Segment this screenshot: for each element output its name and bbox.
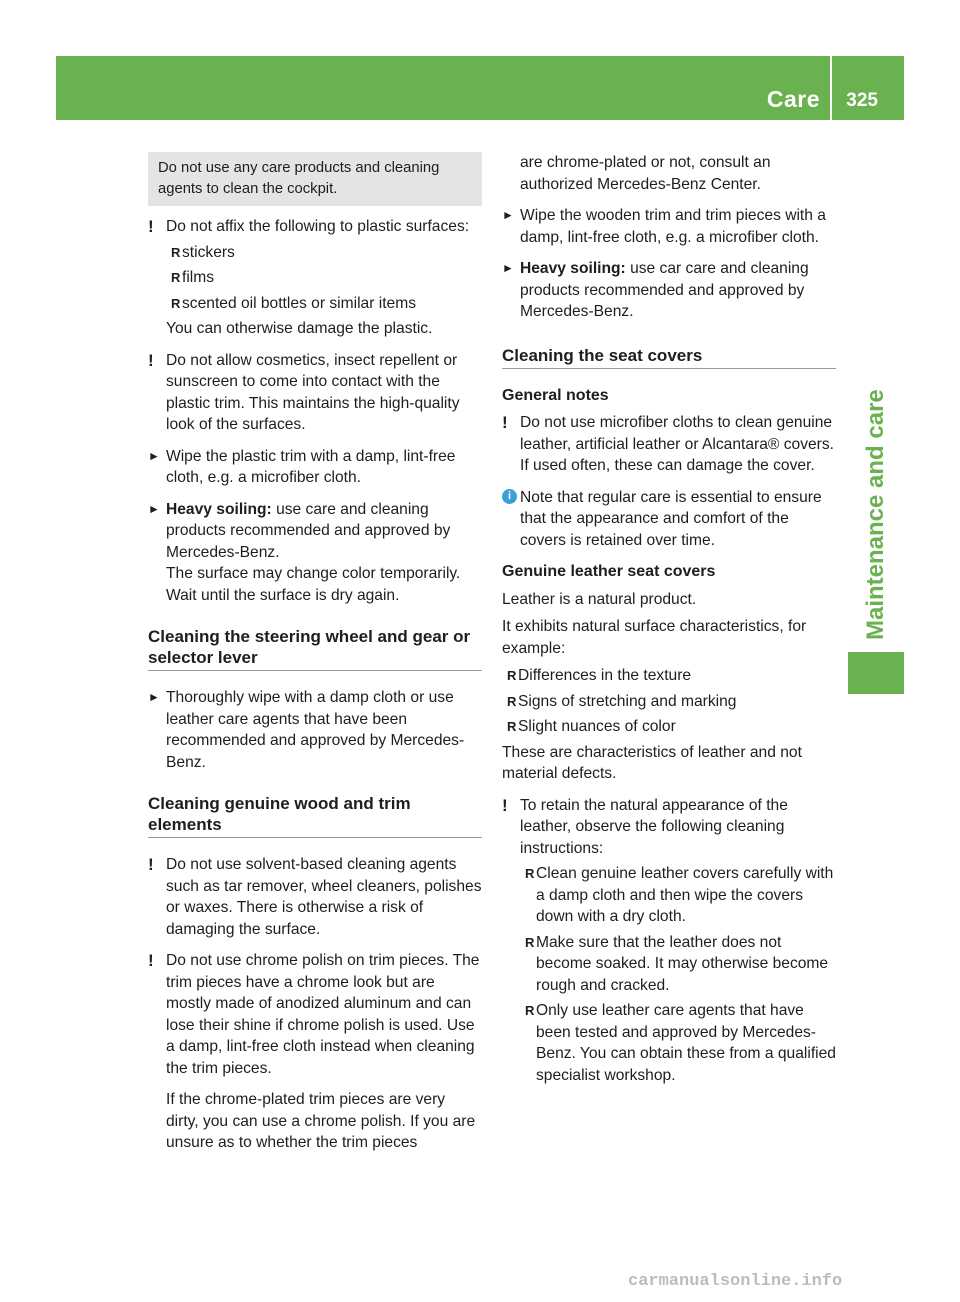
sub-heading-leather: Genuine leather seat covers bbox=[502, 563, 716, 580]
paragraph: These are characteristics of leather and not material defects. bbox=[502, 743, 802, 782]
bullet-list bbox=[520, 863, 836, 1086]
header-separator bbox=[830, 56, 832, 120]
section-heading-seat: Cleaning the seat covers bbox=[502, 345, 836, 369]
list-item: R stickers bbox=[166, 242, 482, 264]
warning-microfiber bbox=[502, 412, 836, 477]
step-text: Heavy soiling: use car care and cleaning products recommended and approved by Mercedes-Benz. bbox=[520, 260, 809, 320]
warning-text: Do not use chrome polish on trim pieces. The trim pieces have a chrome look but are mostly made of anodized aluminum and can lose their shine if chrome polish is used. Use a damp, lint-free cloth instead when cleaning the trim pieces. bbox=[166, 952, 480, 1077]
step-text: Wipe the plastic trim with a damp, lint-free cloth, e.g. a microfiber cloth. bbox=[166, 447, 456, 486]
bullet-icon: R bbox=[525, 866, 535, 881]
left-column bbox=[148, 152, 482, 1164]
step-arrow-icon: ► bbox=[148, 690, 160, 704]
step-arrow-icon: ► bbox=[148, 448, 160, 463]
step-arrow-icon: ► bbox=[502, 261, 514, 275]
warning-plastic-affix bbox=[148, 216, 482, 340]
section-heading-steering: Cleaning the steering wheel and gear or selector lever bbox=[148, 626, 482, 671]
header-title: Care bbox=[766, 86, 820, 112]
bullet-icon: R bbox=[171, 295, 181, 311]
warning-icon: ! bbox=[502, 413, 508, 432]
warning-extra: If the chrome-plated trim pieces are very dirty, you can use a chrome polish. If you are unsure as to whether the trim pieces bbox=[166, 1091, 476, 1151]
warning-text: Do not allow cosmetics, insect repellent or sunscreen to come into contact with the plastic trim. This maintains the high-quality look of the surfaces. bbox=[166, 351, 460, 433]
step-text: Thoroughly wipe with a damp cloth or use leather care agents that have been recommended and approved by Mercedes-Benz. bbox=[166, 689, 465, 771]
warning-icon: ! bbox=[148, 855, 154, 874]
warning-icon: ! bbox=[148, 217, 154, 236]
step-arrow-icon: ► bbox=[502, 208, 514, 222]
step-arrow-icon: ► bbox=[148, 501, 160, 516]
warning-text: To retain the natural appearance of the leather, observe the following cleaning instructions: bbox=[520, 796, 788, 857]
bullet-icon: R bbox=[171, 244, 181, 260]
warning-leather-care bbox=[502, 795, 836, 1087]
list-item: R Differences in the texture bbox=[502, 665, 836, 687]
warning-text: Do not affix the following to plastic surfaces: bbox=[166, 218, 470, 235]
step-wipe-plastic bbox=[148, 446, 482, 489]
footer-watermark: carmanualsonline.info bbox=[628, 1272, 843, 1291]
bullet-icon: R bbox=[525, 1003, 535, 1018]
continued-text: are chrome-plated or not, consult an authorized Mercedes-Benz Center. bbox=[520, 154, 771, 193]
bullet-icon: R bbox=[525, 934, 535, 950]
side-tab-marker bbox=[848, 652, 904, 694]
paragraph: It exhibits natural surface characteristics, for example: bbox=[502, 618, 807, 657]
paragraph: Leather is a natural product. bbox=[502, 590, 697, 608]
info-icon: i bbox=[502, 489, 517, 504]
step-text: Wipe the wooden trim and trim pieces with a damp, lint-free cloth, e.g. a microfiber cloth. bbox=[520, 207, 826, 246]
warning-text: Do not use solvent-based cleaning agents such as tar remover, wheel cleaners, polishes or waxes. There is otherwise a risk of damaging the surface. bbox=[166, 856, 482, 938]
section-heading-wood: Cleaning genuine wood and trim elements bbox=[148, 793, 482, 838]
page-header bbox=[56, 56, 904, 120]
side-tab-label: Maintenance and care bbox=[862, 389, 889, 640]
list-item: R Only use leather care agents that have been tested and approved by Mercedes-Benz. You can obtain these from a qualified specialist workshop. bbox=[525, 1002, 836, 1084]
warning-icon: ! bbox=[502, 795, 508, 815]
note-box: Do not use any care products and cleaning agents to clean the cockpit. bbox=[148, 152, 482, 206]
list-item: R Signs of stretching and marking bbox=[502, 691, 836, 713]
warning-icon: ! bbox=[148, 951, 154, 970]
list-item: R scented oil bottles or similar items bbox=[166, 293, 482, 315]
step-wipe-steering bbox=[148, 687, 482, 773]
step-extra: The surface may change color temporarily. Wait until the surface is dry again. bbox=[166, 565, 461, 604]
bullet-icon: R bbox=[507, 719, 517, 734]
step-heavy-soiling bbox=[148, 499, 482, 607]
warning-cosmetics bbox=[148, 350, 482, 436]
right-column bbox=[502, 152, 836, 1096]
step-text: Heavy soiling: use care and cleaning products recommended and approved by Mercedes-Benz. bbox=[166, 500, 451, 561]
warning-consequence: You can otherwise damage the plastic. bbox=[166, 320, 433, 337]
step-wipe-wood bbox=[502, 205, 836, 248]
list-item: R Clean genuine leather covers carefully with a damp cloth and then wipe the covers down with a dry cloth. bbox=[525, 865, 834, 925]
warning-text: Do not use microfiber cloths to clean genuine leather, artificial leather or Alcantara® covers. If used often, these can damage the cover. bbox=[520, 414, 834, 474]
info-text: Note that regular care is essential to ensure that the appearance and comfort of the covers is retained over time. bbox=[520, 488, 822, 549]
warning-solvent bbox=[148, 854, 482, 940]
page-number: 325 bbox=[846, 90, 878, 111]
bullet-list bbox=[166, 242, 482, 315]
list-item: R Make sure that the leather does not become soaked. It may otherwise become rough and cracked. bbox=[525, 933, 829, 994]
info-regular-care bbox=[502, 487, 836, 552]
bullet-icon: R bbox=[507, 693, 517, 709]
list-item: R films bbox=[166, 267, 482, 289]
warning-chrome bbox=[148, 950, 482, 1154]
sub-heading-general: General notes bbox=[502, 386, 609, 404]
list-item: R Slight nuances of color bbox=[502, 716, 836, 738]
bullet-icon: R bbox=[171, 270, 181, 285]
bullet-icon: R bbox=[507, 668, 517, 683]
warning-icon: ! bbox=[148, 350, 154, 370]
bullet-list bbox=[502, 665, 836, 738]
step-heavy-soiling-wood bbox=[502, 258, 836, 323]
